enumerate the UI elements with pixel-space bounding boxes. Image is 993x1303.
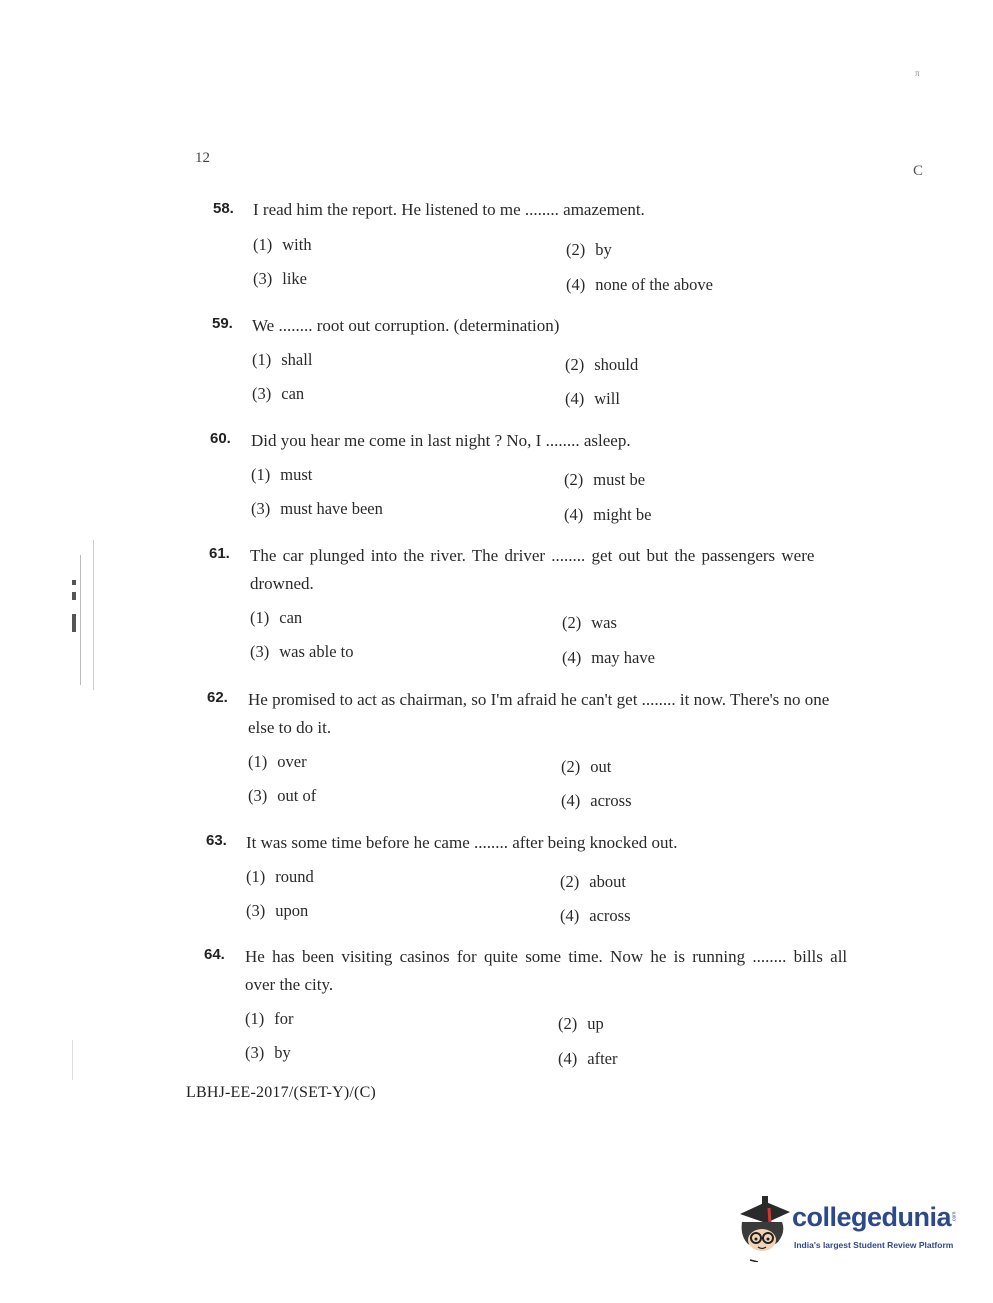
option-number: (3) [246,901,266,920]
option-number: (4) [561,791,581,810]
option-number: (3) [250,642,270,661]
option-number: (2) [564,470,584,489]
option-number: (4) [564,505,584,524]
option-text: after [587,1049,618,1068]
option-text: shall [281,350,313,369]
option-2 [565,355,638,375]
option-2 [562,613,617,633]
logo-name: collegedunia [792,1202,952,1232]
option-1 [252,350,312,370]
option-number: (2) [558,1014,578,1033]
question-text: It was some time before he came ........ after being knocked out. [246,833,678,852]
option-text: can [279,608,303,627]
question-text: I read him the report. He listened to me ........ amazement. [253,200,645,219]
option-number: (4) [562,648,582,667]
option-1 [245,1009,294,1029]
option-4 [561,791,631,811]
option-3 [252,384,304,404]
option-number: (4) [558,1049,578,1068]
option-text: was able to [279,642,354,661]
set-mark: C [913,163,924,179]
option-1 [253,235,312,255]
option-text: was [591,613,617,632]
mascot-icon [736,1196,792,1262]
option-number: (1) [250,608,270,627]
question-number: 64. [204,946,225,963]
option-text: out [590,757,612,776]
option-4 [564,505,651,525]
option-2 [561,757,611,777]
option-3 [245,1043,291,1063]
option-text: must be [593,470,646,489]
option-number: (1) [252,350,272,369]
option-1 [251,465,312,485]
option-4 [562,648,655,668]
option-text: with [282,235,312,254]
option-text: about [589,872,626,891]
option-3 [250,642,353,662]
corner-mark: π [915,68,920,78]
question-text-line-1: The car plunged into the river. The driver ........ get out but the passengers were [250,546,815,565]
option-4 [566,275,713,295]
option-text: out of [277,786,317,805]
question-text-line-1: He promised to act as chairman, so I'm afraid he can't get ........ it now. There's no one [248,690,830,709]
question-number: 63. [206,832,227,849]
collegedunia-logo [736,1196,966,1268]
option-text: may have [591,648,655,667]
option-number: (3) [245,1043,265,1062]
option-number: (3) [252,384,272,403]
option-number: (4) [560,906,580,925]
option-number: (3) [251,499,271,518]
option-text: round [275,867,314,886]
option-text: over [277,752,307,771]
option-1 [248,752,307,772]
option-number: (1) [248,752,268,771]
option-text: none of the above [595,275,713,294]
page-number: 12 [195,150,210,166]
question-text-line-2: else to do it. [248,718,332,737]
option-text: like [282,269,307,288]
option-text: across [590,791,632,810]
option-3 [251,499,383,519]
option-number: (4) [566,275,586,294]
option-number: (3) [248,786,268,805]
question-text-line-2: drowned. [250,574,314,593]
option-2 [566,240,612,260]
option-text: up [587,1014,604,1033]
paper-code: LBHJ-EE-2017/(SET-Y)/(C) [186,1084,376,1101]
question-number: 58. [213,200,234,217]
option-3 [246,901,308,921]
option-number: (4) [565,389,585,408]
option-4 [565,389,620,409]
option-4 [560,906,630,926]
question-text-line-1: He has been visiting casinos for quite some time. Now he is running ........ bills all [245,947,848,966]
option-number: (2) [560,872,580,891]
option-2 [560,872,626,892]
option-text: by [274,1043,291,1062]
option-2 [558,1014,604,1034]
option-text: might be [593,505,652,524]
question-number: 61. [209,545,230,562]
option-text: by [595,240,612,259]
option-text: must have been [280,499,383,518]
option-2 [564,470,645,490]
option-4 [558,1049,617,1069]
option-number: (1) [253,235,273,254]
option-3 [248,786,316,806]
option-3 [253,269,307,289]
logo-suffix: .com [951,1211,958,1223]
question-number: 62. [207,689,228,706]
question-text-line-2: over the city. [245,975,334,994]
question-text: Did you hear me come in last night ? No, I ........ asleep. [251,431,631,450]
option-number: (1) [246,867,266,886]
option-text: can [281,384,305,403]
question-number: 59. [212,315,233,332]
question-text: We ........ root out corruption. (determination) [252,316,560,335]
option-number: (1) [245,1009,265,1028]
logo-tagline: India's largest Student Review Platform [794,1240,954,1250]
option-text: must [280,465,313,484]
option-1 [250,608,302,628]
option-number: (2) [565,355,585,374]
option-number: (3) [253,269,273,288]
option-number: (2) [561,757,581,776]
option-number: (1) [251,465,271,484]
option-text: should [594,355,639,374]
option-text: across [589,906,631,925]
question-number: 60. [210,430,231,447]
option-text: will [594,389,620,408]
option-number: (2) [562,613,582,632]
option-text: upon [275,901,309,920]
option-text: for [274,1009,294,1028]
option-number: (2) [566,240,586,259]
option-1 [246,867,314,887]
